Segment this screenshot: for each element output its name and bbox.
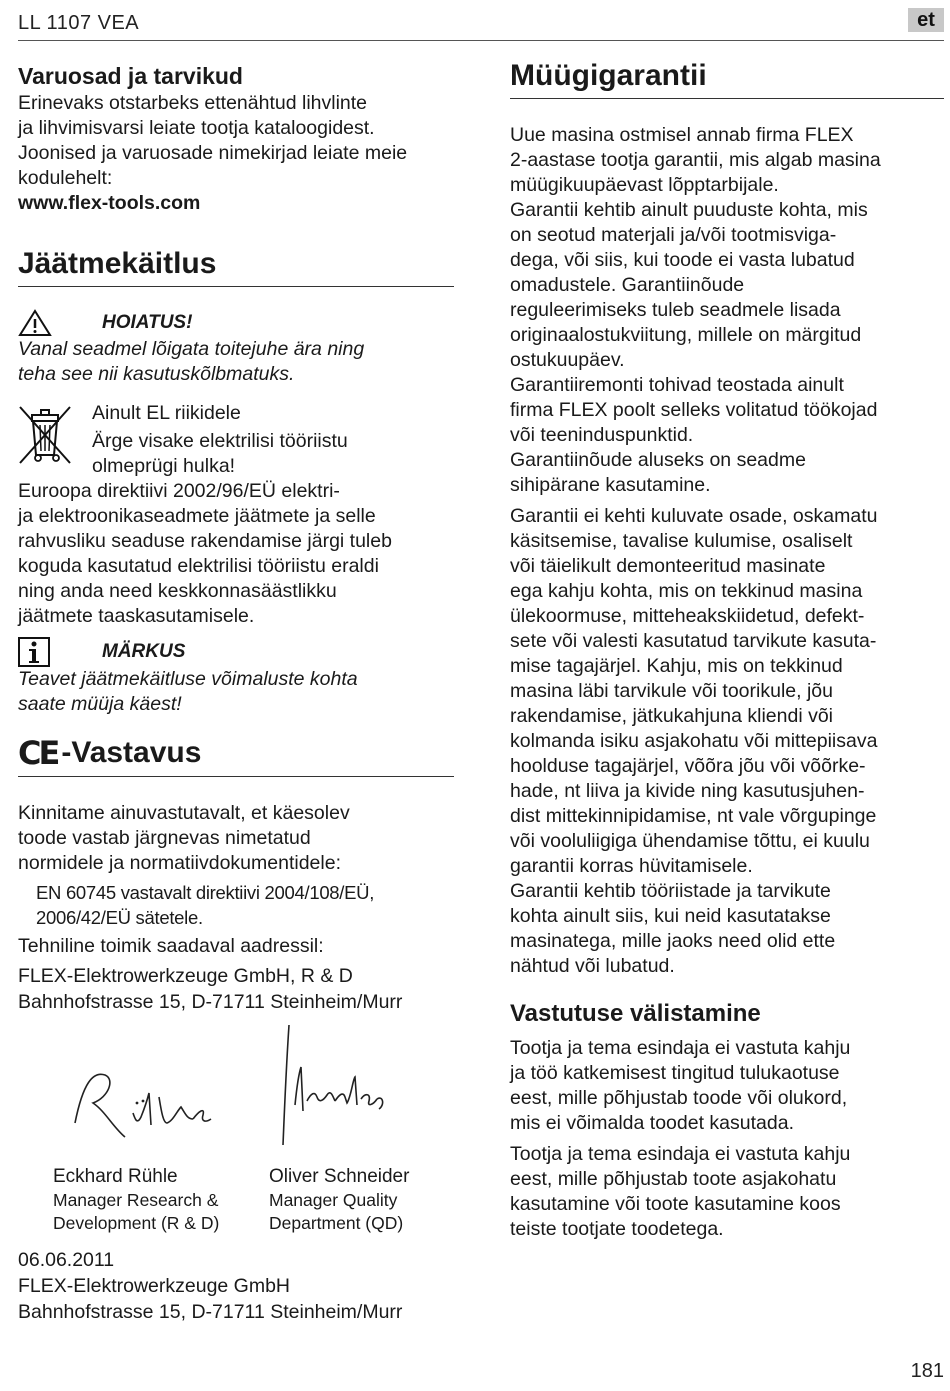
text-line: reguleerimiseks tuleb seadmele lisada [510, 299, 841, 321]
text-line: kasutamine või toote kasutamine koos [510, 1193, 841, 1215]
text-line: on seotud materjali ja/või tootmisviga- [510, 224, 837, 246]
text-line: normidele ja normatiivdokumentidele: [18, 852, 341, 874]
text-line: rahvusliku seaduse rakendamise järgi tuleb [18, 530, 392, 552]
note-title: MÄRKUS [102, 641, 186, 662]
text-line: Garantii kehtib ainult puuduste kohta, mis [510, 199, 868, 221]
page-number: 181 [910, 1360, 944, 1382]
text-line: ning anda need keskkonnasäästlikku [18, 580, 337, 602]
text-line: hade, nt liiva ja kivide ning kasutusjuhen- [510, 780, 865, 802]
text-line: või teeninduspunktid. [510, 424, 694, 446]
tech-file-address [18, 963, 454, 1015]
text-line: 2-aastase tootja garantii, mis algab masina [510, 149, 881, 171]
text-line: Kinnitame ainuvastutavalt, et käesolev [18, 802, 350, 824]
text-line: Vanal seadmel lõigata toitejuhe ära ning [18, 338, 365, 360]
signatory-name: Eckhard Rühle [53, 1166, 178, 1187]
signatory-role: Department (QD) [269, 1213, 404, 1233]
text-line: teiste tootjate toodetega. [510, 1218, 724, 1240]
conformity-footer [18, 1247, 454, 1325]
text-line: Uue masina ostmisel annab firma FLEX [510, 124, 854, 146]
text-line: või täielikult demonteeritud masinate [510, 555, 826, 577]
signatory-role: Manager Quality [269, 1190, 398, 1210]
text-line: Bahnhofstrasse 15, D-71711 Steinheim/Murr [18, 1301, 403, 1323]
text-line: olmeprügi hulka! [92, 455, 236, 477]
text-line: Bahnhofstrasse 15, D-71711 Steinheim/Murr [18, 991, 403, 1013]
text-line: Tootja ja tema esindaja ei vastuta kahju [510, 1143, 851, 1165]
conformity-intro [18, 801, 454, 876]
liability-section [510, 1000, 944, 1242]
text-line: eest, mille põhjustab toode või olukord, [510, 1087, 848, 1109]
warning-heading [18, 309, 454, 337]
text-line: teha see nii kasutuskõlbmatuks. [18, 363, 295, 385]
eu-only-label: Ainult EL riikidele [92, 402, 241, 424]
text-line: masinatega, mille jaoks need olid ette [510, 930, 836, 952]
language-badge: et [908, 8, 944, 32]
conformity-title: -Vastavus [61, 736, 202, 769]
disposal-section [18, 246, 454, 717]
disposal-title: Jäätmekäitlus [18, 247, 217, 280]
text-line: rakendamise, jätkukahjuna kliendi või [510, 705, 834, 727]
text-line: hoolduse tagajärjel, võõra jõu või võõrke- [510, 755, 866, 777]
text-line: nähtud või lubatud. [510, 955, 675, 977]
directive-text [18, 479, 454, 629]
text-line: 2006/42/EÜ sätetele. [36, 907, 203, 928]
weee-text [92, 401, 348, 479]
text-line: kolmanda isiku asjakohatu või mittepiisava [510, 730, 878, 752]
ce-mark: CE [18, 734, 58, 772]
text-line: originaalostukviitung, millele on märgitud [510, 324, 862, 346]
text-line: Ärge visake elektrilisi tööriistu [92, 430, 348, 452]
signatory-role: Development (R & D) [53, 1213, 220, 1233]
warning-text [18, 337, 454, 387]
crossed-bin-icon [18, 403, 72, 467]
text-line: Joonised ja varuosade nimekirjad leiate meie [18, 142, 408, 164]
section-divider [18, 286, 454, 287]
section-divider [510, 98, 944, 99]
signatures [18, 1025, 454, 1165]
liability-paragraph-1 [510, 1036, 944, 1136]
note-heading [18, 637, 454, 667]
text-line: firma FLEX poolt selleks volitatud töökojad [510, 399, 878, 421]
spare-parts-section [18, 62, 454, 216]
spare-parts-text [18, 91, 454, 216]
tech-file-label: Tehniline toimik saadaval aadressil: [18, 935, 324, 957]
warning-title: HOIATUS! [102, 312, 193, 333]
standards-list [36, 880, 454, 930]
note-text [18, 667, 454, 717]
conformity-heading [18, 734, 454, 772]
text-line: mise tagajärjel. Kahju, mis on tekkinud [510, 655, 843, 677]
warranty-title: Müügigarantii [510, 59, 707, 92]
text-line: müügikuupäevast lõpptarbijale. [510, 174, 779, 196]
signatory-schneider [269, 1165, 409, 1235]
warning-icon [18, 309, 52, 337]
signature-schneider [273, 1015, 443, 1155]
text-line: saate müüja käest! [18, 693, 182, 715]
text-line: sihipärane kasutamine. [510, 474, 711, 496]
text-line: ja töö katkemisest tingitud tulukaotuse [510, 1062, 840, 1084]
text-line: või vooluliigiga ühendamise tõttu, ei kuulu [510, 830, 870, 852]
text-line: EN 60745 vastavalt direktiivi 2004/108/EÜ, [36, 882, 375, 903]
warranty-paragraph-1 [510, 123, 944, 498]
section-divider [18, 776, 454, 777]
liability-title: Vastutuse välistamine [510, 1000, 761, 1027]
signature-ruhle [53, 1053, 223, 1153]
text-line: ja elektroonikaseadmete jäätmete ja selle [18, 505, 376, 527]
conformity-section [18, 734, 454, 1325]
text-line: Garantii kehtib tööriistade ja tarvikute [510, 880, 831, 902]
text-line: FLEX-Elektrowerkzeuge GmbH [18, 1275, 291, 1297]
weee-block [18, 401, 454, 479]
text-line: dist mittekinnipidamise, nt vale võrgupinge [510, 805, 877, 827]
text-line: Euroopa direktiivi 2002/96/EÜ elektri- [18, 480, 340, 502]
text-line: kodulehelt: [18, 167, 113, 189]
text-line: FLEX-Elektrowerkzeuge GmbH, R & D [18, 965, 353, 987]
text-line: masina läbi tarvikule või toorikule, jõu [510, 680, 833, 702]
text-line: Garantii ei kehti kuluvate osade, oskamatu [510, 505, 878, 527]
declaration-date: 06.06.2011 [18, 1249, 115, 1271]
text-line: koguda kasutatud elektrilisi tööriistu eraldi [18, 555, 379, 577]
signatory-ruhle [53, 1165, 219, 1235]
text-line: Erinevaks otstarbeks ettenähtud lihvlinte [18, 92, 368, 114]
text-line: ega kahju kohta, mis on tekkinud masina [510, 580, 863, 602]
text-line: ostukuupäev. [510, 349, 625, 371]
text-line: mis ei võimalda toodet kasutada. [510, 1112, 794, 1134]
text-line: eest, mille põhjustab toote asjakohatu [510, 1168, 837, 1190]
text-line: ülekoormuse, mitteheakskiidetud, defekt- [510, 605, 865, 627]
text-line: toode vastab järgnevas nimetatud [18, 827, 311, 849]
warranty-section [510, 58, 944, 979]
text-line: kohta ainult siis, kui neid kasutatakse [510, 905, 831, 927]
text-line: käsitsemise, tavalise kulumise, osaliselt [510, 530, 853, 552]
header-divider [18, 40, 944, 41]
website-link[interactable]: www.flex-tools.com [18, 192, 201, 214]
liability-paragraph-2 [510, 1142, 944, 1242]
signatory-role: Manager Research & [53, 1190, 219, 1210]
text-line: Garantiinõude aluseks on seadme [510, 449, 806, 471]
text-line: dega, või siis, kui toode ei vasta lubatud [510, 249, 855, 271]
spare-parts-title: Varuosad ja tarvikud [18, 63, 243, 89]
signatory-names [18, 1165, 454, 1235]
text-line: sete või valesti kasutatud tarvikute kasuta- [510, 630, 877, 652]
warranty-paragraph-2 [510, 504, 944, 979]
text-line: omadustele. Garantiinõude [510, 274, 745, 296]
info-icon [18, 637, 50, 667]
text-line: Teavet jäätmekäitluse võimaluste kohta [18, 668, 358, 690]
text-line: jäätmete taaskasutamisele. [18, 605, 255, 627]
text-line: garantii korras hüvitamisele. [510, 855, 753, 877]
text-line: Tootja ja tema esindaja ei vastuta kahju [510, 1037, 851, 1059]
signatory-name: Oliver Schneider [269, 1166, 410, 1187]
text-line: Garantiiremonti tohivad teostada ainult [510, 374, 844, 396]
text-line: ja lihvimisvarsi leiate tootja kataloogidest. [18, 117, 375, 139]
document-model: LL 1107 VEA [18, 12, 140, 34]
